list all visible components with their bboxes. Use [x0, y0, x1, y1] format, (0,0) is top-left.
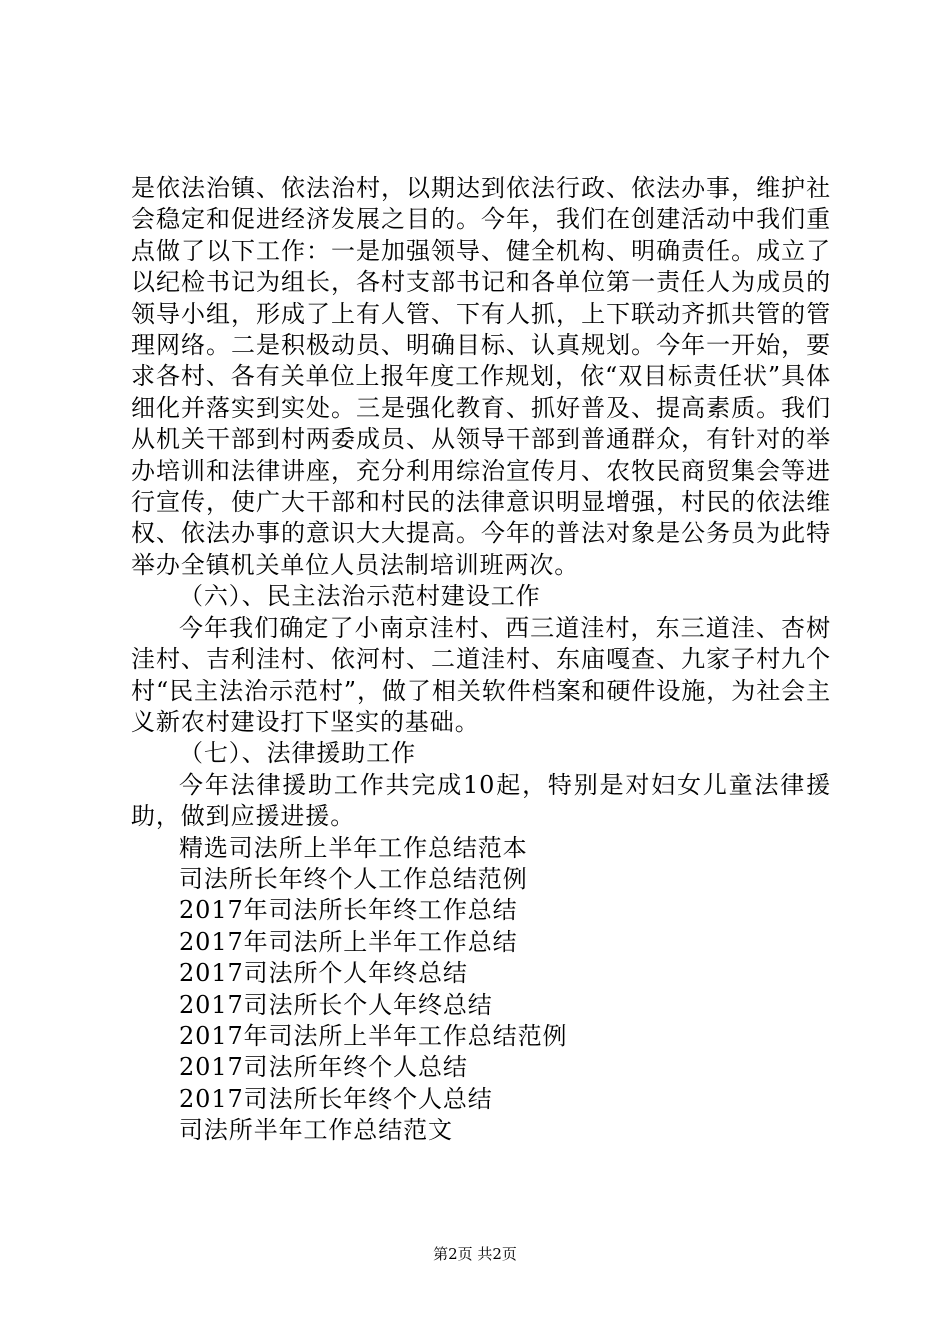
related-links-list: [131, 833, 831, 1147]
related-link[interactable]: 2017司法所年终个人总结: [179, 1053, 468, 1082]
related-link[interactable]: 2017年司法所上半年工作总结: [179, 927, 518, 956]
body-paragraph: 今年法律援助工作共完成10起，特别是对妇女儿童法律援助，做到应援进援。: [131, 770, 831, 831]
related-link[interactable]: 2017司法所长年终个人总结: [179, 1084, 493, 1113]
related-link[interactable]: 2017年司法所上半年工作总结范例: [179, 1021, 568, 1050]
document-body: [131, 173, 831, 1147]
related-link[interactable]: 2017年司法所长年终工作总结: [179, 896, 518, 925]
section-heading: （七）、法律援助工作: [179, 739, 416, 768]
related-link[interactable]: 司法所半年工作总结范文: [179, 1116, 453, 1145]
related-link[interactable]: 精选司法所上半年工作总结范本: [179, 833, 528, 862]
related-link[interactable]: 司法所长年终个人工作总结范例: [179, 864, 528, 893]
page-number-footer: 第2页 共2页: [433, 1245, 517, 1263]
section-heading: （六）、民主法治示范村建设工作: [179, 582, 541, 611]
body-paragraph: 是依法治镇、依法治村，以期达到依法行政、依法办事，维护社会稳定和促进经济发展之目的。今年，我们在创建活动中我们重点做了以下工作：一是加强领导、健全机构、明确责任。成立了以纪检书记为组长，各村支部书记和各单位第一责任人为成员的领导小组，形成了上有人管、下有人抓，上下联动齐抓共管的管理网络。二是积极动员、明确目标、认真规划。今年一开始，要求各村、各有关单位上报年度工作规划，依“双目标责任状”具体细化并落实到实处。三是强化教育、抓好普及、提高素质。我们从机关干部到村两委成员、从领导干部到普通群众，有针对的举办培训和法律讲座，充分利用综治宣传月、农牧民商贸集会等进行宣传，使广大干部和村民的法律意识明显增强，村民的依法维权、依法办事的意识大大提高。今年的普法对象是公务员为此特举办全镇机关单位人员法制培训班两次。: [131, 174, 831, 579]
related-link[interactable]: 2017司法所长个人年终总结: [179, 990, 493, 1019]
body-paragraph: 今年我们确定了小南京洼村、西三道洼村，东三道洼、杏树洼村、吉利洼村、依河村、二道洼村、东庙嘎查、九家子村九个村“民主法治示范村”，做了相关软件档案和硬件设施，为社会主义新农村建设打下坚实的基础。: [131, 613, 831, 736]
related-link[interactable]: 2017司法所个人年终总结: [179, 959, 468, 988]
